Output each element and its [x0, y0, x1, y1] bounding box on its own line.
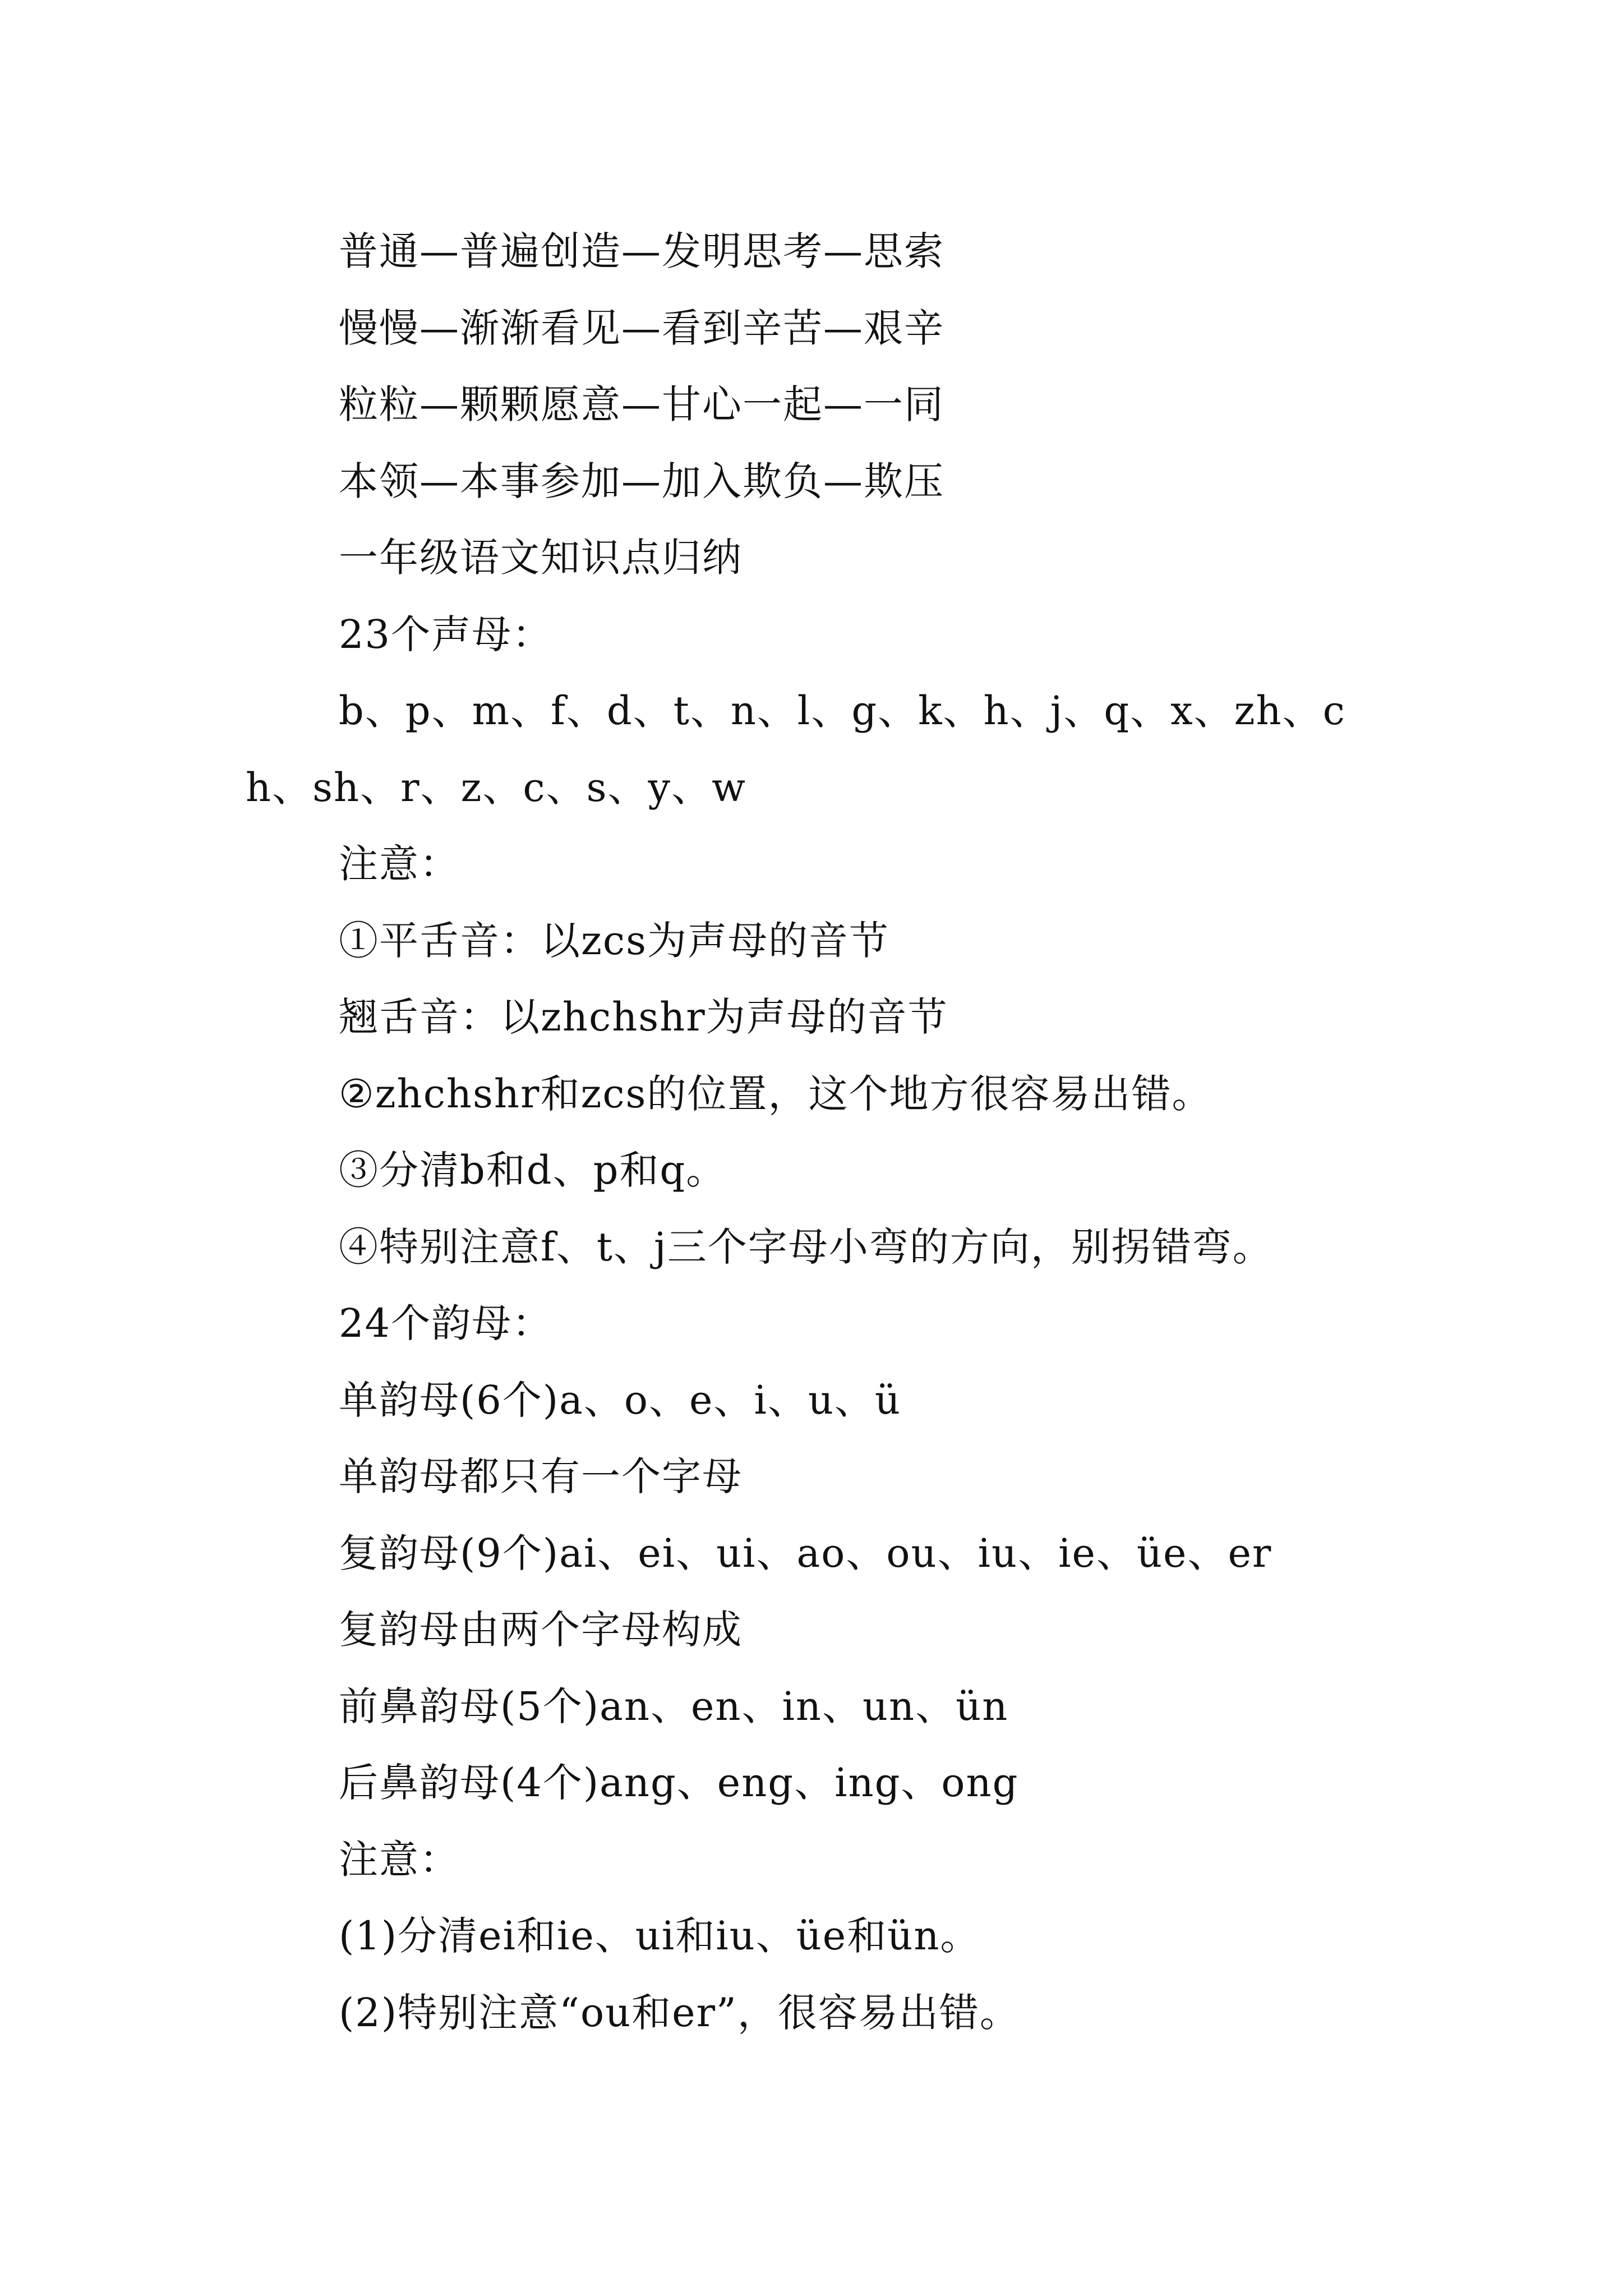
note-ou-er: (2)特别注意“ou和er”，很容易出错。 [339, 1989, 1020, 2036]
synonym-line-2: 慢慢—渐渐看见—看到辛苦—艰辛 [339, 305, 944, 351]
synonym-line-1: 普通—普遍创造—发明思考—思索 [339, 228, 944, 274]
section-title: 一年级语文知识点归纳 [339, 535, 743, 581]
note-retroflex: 翘舌音：以zhchshr为声母的音节 [339, 994, 948, 1040]
finals-heading: 24个韵母： [339, 1300, 553, 1346]
front-nasal-finals: 前鼻韵母(5个)an、en、in、un、ün [339, 1683, 1009, 1729]
compound-finals: 复韵母(9个)ai、ei、ui、ao、ou、iu、ie、üe、er [339, 1530, 1272, 1576]
back-nasal-finals: 后鼻韵母(4个)ang、eng、ing、ong [339, 1760, 1019, 1806]
note-heading-2: 注意： [339, 1836, 460, 1883]
simple-finals: 单韵母(6个)a、o、e、i、u、ü [339, 1377, 902, 1423]
initials-list: b、p、m、f、d、t、n、l、g、k、h、j、q、x、zh、ch、sh、r、z、c、s、y、w [246, 688, 1346, 811]
simple-finals-note: 单韵母都只有一个字母 [339, 1453, 743, 1499]
initials-heading: 23个声母： [339, 611, 553, 657]
note-heading-1: 注意： [339, 841, 460, 887]
note-position: ②zhchshr和zcs的位置，这个地方很容易出错。 [339, 1070, 1212, 1117]
compound-finals-note: 复韵母由两个字母构成 [339, 1607, 743, 1653]
note-flat-tongue: ①平舌音：以zcs为声母的音节 [339, 917, 890, 964]
note-distinguish-bd: ③分清b和d、p和q。 [339, 1147, 727, 1193]
document-body [246, 213, 1418, 2051]
synonym-line-3: 粒粒—颗颗愿意—甘心一起—一同 [339, 381, 944, 427]
note-direction: ④特别注意f、t、j三个字母小弯的方向，别拐错弯。 [339, 1223, 1273, 1270]
note-distinguish-finals: (1)分清ei和ie、ui和iu、üe和ün。 [339, 1913, 981, 1959]
synonym-line-4: 本领—本事参加—加入欺负—欺压 [339, 458, 944, 504]
